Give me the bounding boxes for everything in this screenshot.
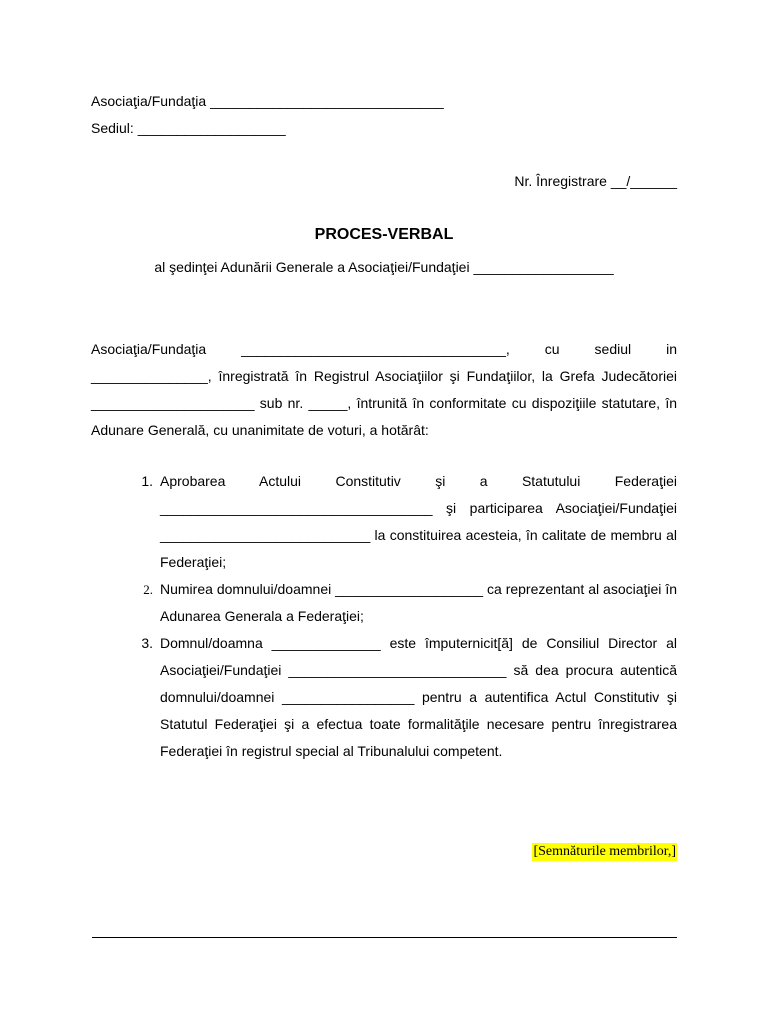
document-title: PROCES-VERBAL xyxy=(314,226,454,243)
association-header-line: Asociaţia/Fundaţia ______________________________ xyxy=(91,93,444,109)
signature-placeholder: [Semnăturile membrilor,] xyxy=(533,844,676,859)
body-paragraph: Asociaţia/Fundaţia __________________________________, cu sediul in _______________, înregistrată în Registrul Asociaţiilor şi Fundaţiilor, la Grefa Judecătoriei _____________________ sub nr. _____, întrunită în conformitate cu dispoziţiile statutare, în Adunare Generală, cu unanimitate de voturi, a hotărât: xyxy=(91,341,677,438)
list-item-text: Aprobarea Actului Constitutiv şi a Statutului Federaţiei ___________________________________ şi participarea Asociaţiei/Fundaţiei ___________________________ la constituirea acesteia, în calitate de membru al Federaţiei; xyxy=(160,473,677,570)
decision-list xyxy=(133,468,677,765)
footer-divider xyxy=(92,937,677,938)
list-item-number: 3. xyxy=(141,635,153,651)
list-item-text: Numirea domnului/doamnei ___________________ ca reprezentant al asociaţiei în Adunarea Generala a Federaţiei; xyxy=(160,581,677,624)
list-item-number: 2. xyxy=(143,582,153,597)
document-subtitle: al şedinţei Adunării Generale a Asociaţiei/Fundaţiei __________________ xyxy=(154,259,614,275)
headquarters-line: Sediul: ___________________ xyxy=(91,120,286,136)
list-item xyxy=(133,468,677,576)
list-item-text: Domnul/doamna ______________ este împuternicit[ă] de Consiliul Director al Asociaţiei/Fundaţiei ____________________________ să dea procura autentică domnului/doamnei _________________ pentru a autentifica Actul Constitutiv şi Statutul Federaţiei şi a efectua toate formalităţile necesare pentru înregistrarea Federaţiei în registrul special al Tribunalului competent. xyxy=(160,635,677,759)
list-item-number: 1. xyxy=(141,473,153,489)
list-item xyxy=(133,630,677,765)
list-item xyxy=(133,576,677,630)
registration-number: Nr. Înregistrare __/______ xyxy=(514,173,677,189)
